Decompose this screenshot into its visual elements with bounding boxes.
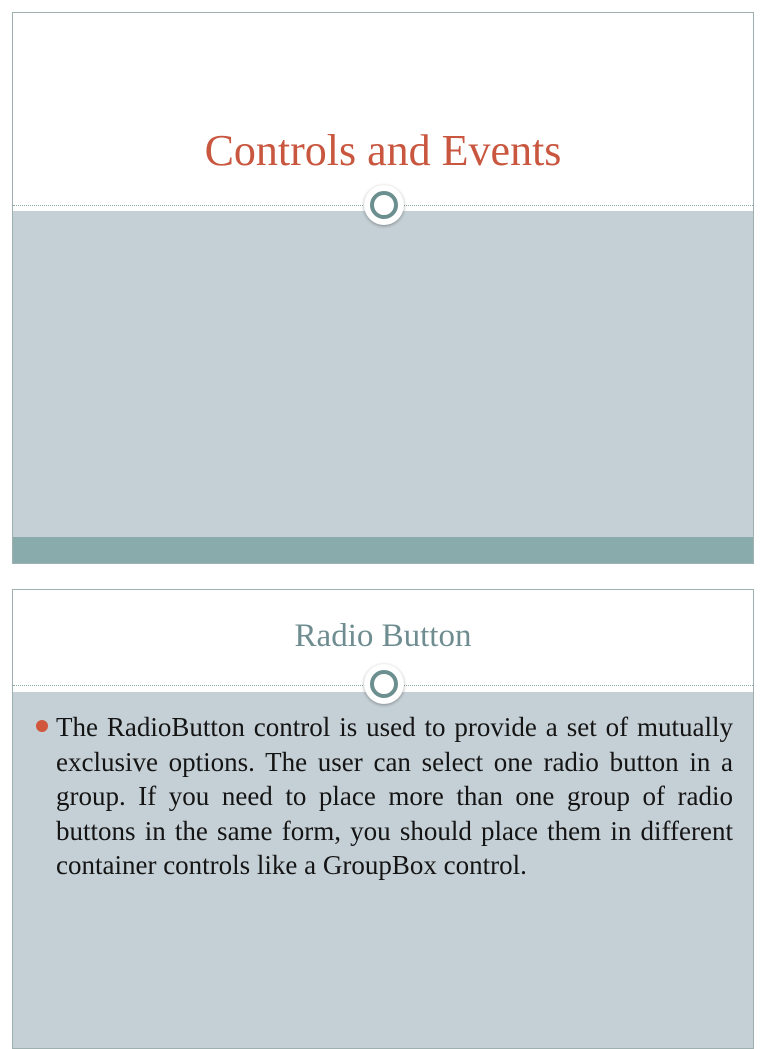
- bullet-text: The RadioButton control is used to provide a set of mutually exclusive options. The user can select one radio button in a group. If you need to place more than one group of radio buttons in the same form, you should place them in different container controls like a GroupBox control.: [56, 712, 733, 880]
- slide-content-area: [13, 211, 753, 537]
- ring-ornament-icon: [364, 664, 404, 704]
- ring-ornament-icon: [364, 185, 404, 225]
- bullet-item: [33, 710, 733, 883]
- bullet-dot-icon: [36, 720, 48, 732]
- slide-title: Controls and Events: [204, 126, 562, 175]
- slide-radio-button: [12, 589, 754, 1049]
- slide-header-area: [13, 13, 753, 211]
- slide-title-page: [12, 12, 754, 564]
- footer-band: [13, 537, 753, 564]
- section-title: Radio Button: [294, 618, 472, 654]
